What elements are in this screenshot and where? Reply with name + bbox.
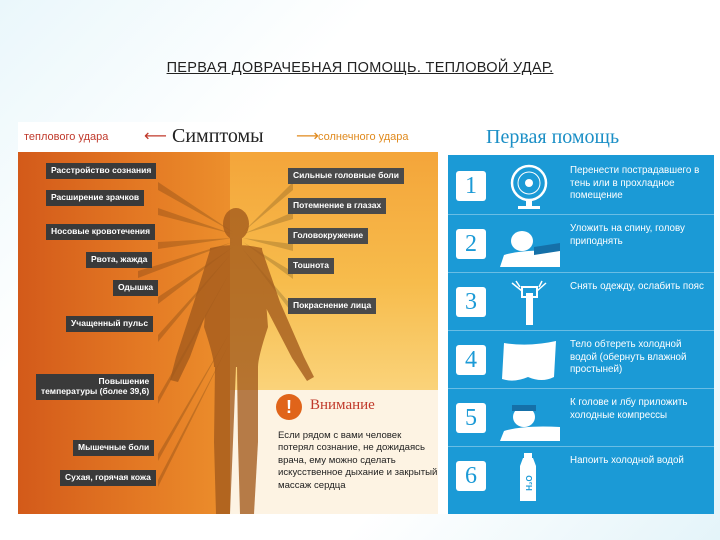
- cold-compress-icon: [494, 395, 564, 443]
- symptom-label-left: Сухая, горячая кожа: [60, 470, 156, 486]
- first-aid-step: [448, 275, 714, 331]
- step-number: 2: [456, 229, 486, 259]
- step-number: 4: [456, 345, 486, 375]
- warning-box: [270, 390, 438, 514]
- symptom-label-right: Потемнение в глазах: [288, 198, 386, 214]
- symptom-label-left: Мышечные боли: [73, 440, 154, 456]
- step-text: Уложить на спину, голову приподнять: [570, 223, 685, 247]
- first-aid-step: [448, 391, 714, 447]
- symptom-label-left: Учащенный пульс: [66, 316, 153, 332]
- symptoms-header: [18, 122, 438, 152]
- step-text: Снять одежду, ослабить пояс: [570, 281, 704, 292]
- symptom-label-right: Сильные головные боли: [288, 168, 404, 184]
- first-aid-header: Первая помощь: [486, 126, 620, 148]
- water-bottle-icon: [494, 453, 564, 501]
- step-text: К голове и лбу приложить холодные компрессы: [570, 397, 688, 421]
- lying-person-icon: [494, 221, 564, 269]
- first-aid-step: [448, 217, 714, 273]
- belt-icon: [494, 279, 564, 327]
- step-text: Тело обтереть холодной водой (обернуть влажной простыней): [570, 339, 687, 376]
- symptom-label-left: Расширение зрачков: [46, 190, 144, 206]
- first-aid-panel: [448, 122, 714, 514]
- header-heat-stroke: теплового удара: [24, 131, 109, 143]
- symptom-label-left: Носовые кровотечения: [46, 224, 155, 240]
- slide-title: ПЕРВАЯ ДОВРАЧЕБНАЯ ПОМОЩЬ. ТЕПЛОВОЙ УДАР.: [166, 60, 554, 76]
- step-number: 1: [456, 171, 486, 201]
- symptom-label-left: Рвота, жажда: [86, 252, 152, 268]
- bottle-label: H₂O: [525, 475, 534, 491]
- symptom-label-right: Покраснение лица: [288, 298, 376, 314]
- step-text: Напоить холодной водой: [570, 455, 684, 466]
- header-sun-stroke: солнечного удара: [318, 131, 409, 143]
- first-aid-list: [448, 155, 714, 514]
- header-symptoms: Симптомы: [172, 125, 264, 147]
- step-number: 3: [456, 287, 486, 317]
- symptoms-panel: [18, 122, 438, 514]
- first-aid-step: [448, 333, 714, 389]
- first-aid-step: [448, 159, 714, 215]
- symptom-label-left: Одышка: [113, 280, 158, 296]
- step-number: 5: [456, 403, 486, 433]
- step-text: Перенести пострадавшего в тень или в прохладное помещение: [570, 165, 700, 202]
- symptom-label-left: Расстройство сознания: [46, 163, 156, 179]
- step-number: 6: [456, 461, 486, 491]
- symptom-label-left: Повышение температуры (более 39,6): [36, 374, 154, 400]
- warning-title: Внимание: [310, 397, 375, 413]
- arrow-left-icon: ⟵: [144, 128, 167, 145]
- fan-icon: [494, 163, 564, 211]
- wet-sheet-icon: [494, 337, 564, 385]
- exclamation-icon: !: [276, 394, 302, 420]
- symptom-label-right: Головокружение: [288, 228, 368, 244]
- warning-text: Если рядом с вами человек потерял сознание, не дожидаясь врача, ему можно сделать искусственное дыхание и закрытый массаж сердца: [278, 430, 438, 491]
- symptom-label-right: Тошнота: [288, 258, 334, 274]
- arrow-right-icon: ⟶: [296, 128, 319, 145]
- poster: [18, 122, 714, 514]
- first-aid-step: [448, 449, 714, 505]
